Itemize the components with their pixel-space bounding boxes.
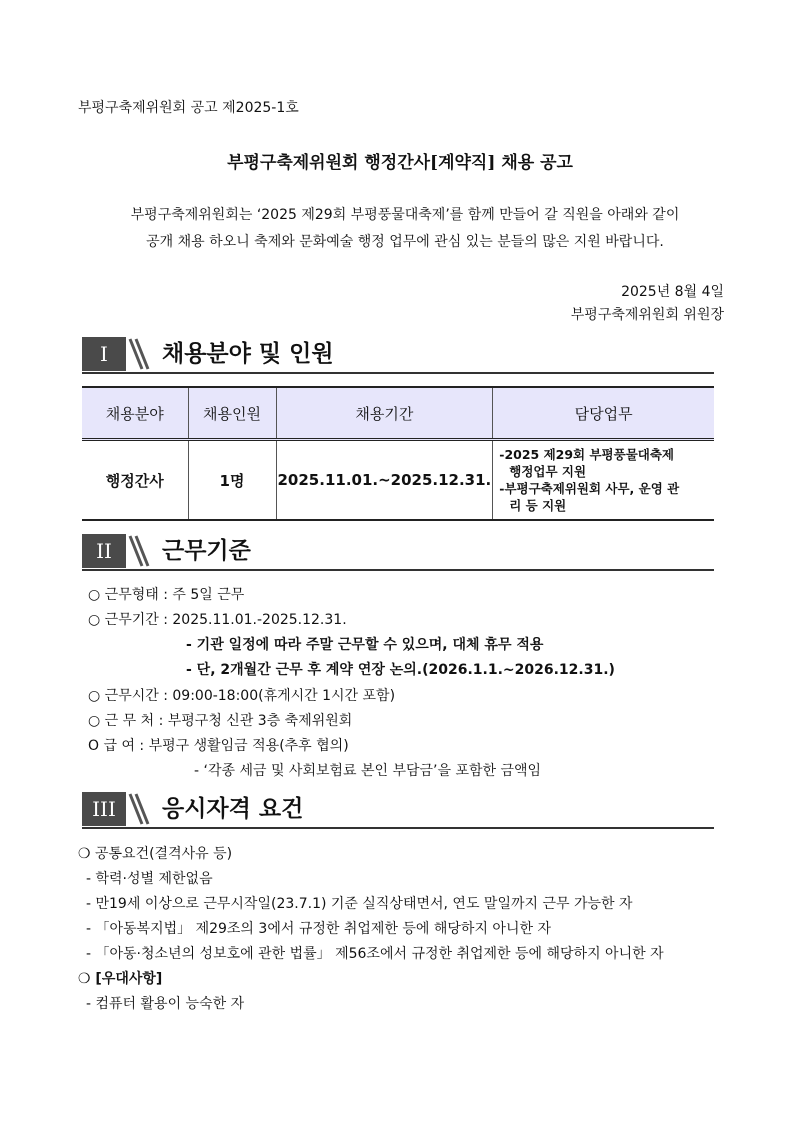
work-hours: ○ 근무시간 : 09:00-18:00(휴게시간 1시간 포함): [88, 688, 396, 704]
work-pay: O 급 여 : 부평구 생활임금 적용(추후 협의): [88, 738, 349, 754]
notice-number: 부평구축제위원회 공고 제2025-1호: [78, 100, 299, 116]
section-divider: [82, 827, 714, 829]
work-type: ○ 근무형태 : 주 5일 근무: [88, 587, 245, 603]
duty-text: -2025 제29회 부평풍물대축제: [499, 447, 675, 462]
section-slash-icon: [126, 337, 154, 371]
cell-period: 2025.11.01.~2025.12.31.: [276, 440, 493, 521]
list-item: - 만19세 이상으로 근무시작일(23.7.1) 기준 실직상태면서, 연도 말일까지 근무 가능한 자: [86, 896, 633, 912]
table-header-cell: 담당업무: [493, 387, 714, 440]
cell-duties: [493, 440, 714, 521]
document-title: 부평구축제위원회 행정간사[계약직] 채용 공고: [227, 153, 573, 173]
notice-date: 2025년 8월 4일: [621, 284, 724, 300]
recruitment-table: [82, 386, 714, 521]
section-number: II: [82, 534, 126, 568]
work-period: ○ 근무기간 : 2025.11.01.-2025.12.31.: [88, 612, 347, 628]
work-period-note: - 단, 2개월간 근무 후 계약 연장 논의.(2026.1.1.~2026.12.31.): [186, 662, 615, 678]
duty-text: -부평구축제위원회 사무, 운영 관: [499, 481, 680, 496]
duty-text: 행정업무 지원: [509, 464, 587, 479]
table-header-cell: 채용인원: [188, 387, 276, 440]
work-pay-note: - ‘각종 세금 및 사회보험료 본인 부담금’을 포함한 금액임: [194, 763, 542, 779]
section-slash-icon: [126, 534, 154, 568]
list-item: - 컴퓨터 활용이 능숙한 자: [86, 996, 245, 1012]
section-title: 근무기준: [162, 538, 251, 564]
common-requirements-title: ❍ 공통요건(결격사유 등): [78, 846, 233, 862]
table-header-row: [82, 387, 714, 440]
section-title: 채용분야 및 인원: [162, 341, 334, 367]
preferred-title: ❍ [우대사항]: [78, 971, 163, 987]
section-heading-recruitment: [82, 337, 714, 375]
intro-line: 부평구축제위원회는 ‘2025 제29회 부평풍물대축제’를 함께 만들어 갈 직원을 아래와 같이: [130, 207, 680, 223]
section-number: III: [82, 792, 126, 826]
section-title: 응시자격 요건: [162, 796, 304, 822]
intro-paragraph: [80, 202, 730, 256]
work-period-note: - 기관 일정에 따라 주말 근무할 수 있으며, 대체 휴무 적용: [186, 637, 544, 653]
duty-text: 리 등 지원: [509, 498, 567, 513]
section-number: I: [82, 337, 126, 371]
list-item: - 「아동·청소년의 성보호에 관한 법률」 제56조에서 규정한 취업제한 등에 해당하지 아니한 자: [86, 946, 664, 962]
section-divider: [82, 569, 714, 571]
section-heading-qualifications: [82, 792, 714, 830]
intro-line: 공개 채용 하오니 축제와 문화예술 행정 업무에 관심 있는 분들의 많은 지원 바랍니다.: [146, 234, 664, 250]
section-divider: [82, 372, 714, 374]
cell-count: 1명: [188, 440, 276, 521]
table-header-cell: 채용기간: [276, 387, 493, 440]
notice-signer: 부평구축제위원회 위원장: [570, 307, 724, 323]
section-slash-icon: [126, 792, 154, 826]
table-header-cell: 채용분야: [82, 387, 188, 440]
cell-field: 행정간사: [82, 440, 188, 521]
work-place: ○ 근 무 처 : 부평구청 신관 3층 축제위원회: [88, 713, 353, 729]
table-row: [82, 440, 714, 521]
section-heading-work-conditions: [82, 534, 714, 572]
list-item: - 학력·성별 제한없음: [86, 871, 213, 887]
list-item: - 「아동복지법」 제29조의 3에서 규정한 취업제한 등에 해당하지 아니한 자: [86, 921, 551, 937]
